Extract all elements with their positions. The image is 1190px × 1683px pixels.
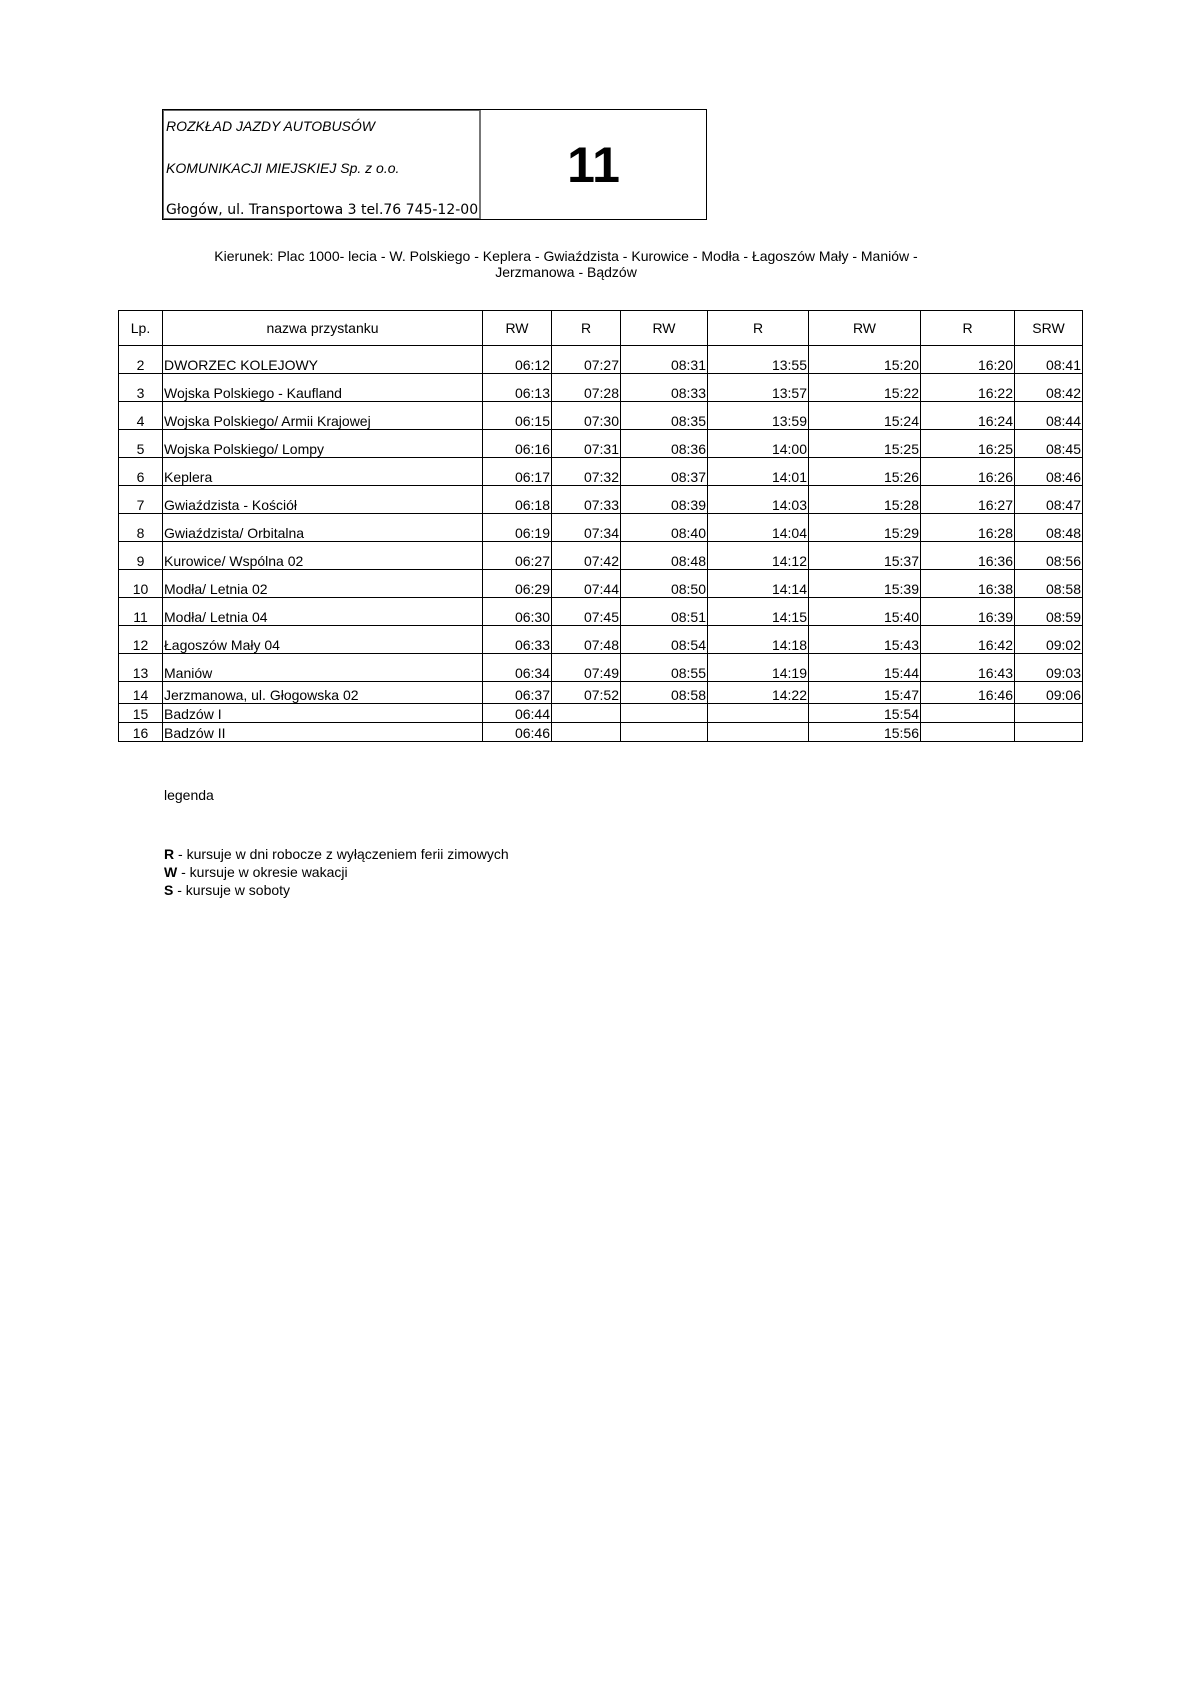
company-address: Głogów, ul. Transportowa 3 tel.76 745-12-00 [166, 202, 479, 218]
stop-name: Maniów [163, 654, 483, 682]
table-row [119, 514, 1083, 542]
stop-number: 3 [119, 374, 163, 402]
column-header: RW [621, 311, 708, 346]
departure-time: 14:01 [708, 458, 809, 486]
stop-name: Badzów I [163, 704, 483, 723]
stop-number: 6 [119, 458, 163, 486]
stop-number: 13 [119, 654, 163, 682]
table-row [119, 654, 1083, 682]
stop-name: Badzów II [163, 723, 483, 742]
departure-time: 16:24 [921, 402, 1015, 430]
departure-time: 08:58 [1015, 570, 1083, 598]
legend-item [164, 881, 509, 899]
departure-time: 16:28 [921, 514, 1015, 542]
stop-number: 16 [119, 723, 163, 742]
direction-line-1: Kierunek: Plac 1000- lecia - W. Polskiego - Keplera - Gwiaździsta - Kurowice - Modła - Łagoszów Mały - Maniów - [214, 248, 918, 264]
departure-time: 16:39 [921, 598, 1015, 626]
route-direction [150, 248, 982, 280]
departure-time: 07:31 [552, 430, 621, 458]
departure-time: 08:59 [1015, 598, 1083, 626]
departure-time: 14:19 [708, 654, 809, 682]
column-header: R [552, 311, 621, 346]
departure-time: 08:42 [1015, 374, 1083, 402]
departure-time [621, 723, 708, 742]
departure-time: 08:33 [621, 374, 708, 402]
departure-time: 06:16 [483, 430, 552, 458]
company-line-2: KOMUNIKACJI MIEJSKIEJ Sp. z o.o. [166, 160, 400, 176]
departure-time: 06:34 [483, 654, 552, 682]
table-row [119, 486, 1083, 514]
departure-time: 07:49 [552, 654, 621, 682]
legend-code: R [164, 846, 175, 862]
legend-text: - kursuje w soboty [173, 882, 291, 898]
timetable-header-row [119, 311, 1083, 346]
departure-time: 14:18 [708, 626, 809, 654]
departure-time: 13:55 [708, 346, 809, 374]
legend-item [164, 845, 509, 863]
departure-time: 16:36 [921, 542, 1015, 570]
legend-code: W [164, 864, 178, 880]
column-header: Lp. [119, 311, 163, 346]
departure-time: 07:33 [552, 486, 621, 514]
legend-code: S [164, 882, 174, 898]
departure-time: 06:18 [483, 486, 552, 514]
stop-number: 10 [119, 570, 163, 598]
departure-time: 07:52 [552, 682, 621, 704]
table-row [119, 626, 1083, 654]
departure-time: 15:22 [809, 374, 921, 402]
stop-name: Jerzmanowa, ul. Głogowska 02 [163, 682, 483, 704]
departure-time: 08:44 [1015, 402, 1083, 430]
column-header: nazwa przystanku [163, 311, 483, 346]
departure-time: 08:56 [1015, 542, 1083, 570]
departure-time [708, 704, 809, 723]
departure-time [921, 704, 1015, 723]
departure-time: 06:15 [483, 402, 552, 430]
stop-name: Wojska Polskiego/ Lompy [163, 430, 483, 458]
departure-time: 06:30 [483, 598, 552, 626]
departure-time: 08:41 [1015, 346, 1083, 374]
departure-time: 07:44 [552, 570, 621, 598]
departure-time: 08:48 [1015, 514, 1083, 542]
stop-number: 2 [119, 346, 163, 374]
departure-time: 14:15 [708, 598, 809, 626]
line-number: 11 [567, 136, 620, 193]
stop-number: 15 [119, 704, 163, 723]
departure-time: 15:54 [809, 704, 921, 723]
departure-time: 06:33 [483, 626, 552, 654]
column-header: R [921, 311, 1015, 346]
departure-time: 15:40 [809, 598, 921, 626]
departure-time: 08:46 [1015, 458, 1083, 486]
departure-time: 16:42 [921, 626, 1015, 654]
departure-time [552, 723, 621, 742]
table-row [119, 598, 1083, 626]
departure-time [708, 723, 809, 742]
departure-time [552, 704, 621, 723]
timetable-header [162, 109, 707, 220]
departure-time: 16:38 [921, 570, 1015, 598]
departure-time: 15:56 [809, 723, 921, 742]
departure-time: 16:25 [921, 430, 1015, 458]
departure-time: 16:43 [921, 654, 1015, 682]
departure-time [1015, 723, 1083, 742]
departure-time: 15:26 [809, 458, 921, 486]
departure-time: 07:45 [552, 598, 621, 626]
departure-time: 14:04 [708, 514, 809, 542]
column-header: SRW [1015, 311, 1083, 346]
table-row [119, 723, 1083, 742]
departure-time: 08:36 [621, 430, 708, 458]
departure-time: 15:43 [809, 626, 921, 654]
departure-time: 07:30 [552, 402, 621, 430]
departure-time: 08:31 [621, 346, 708, 374]
departure-time: 14:12 [708, 542, 809, 570]
stop-name: Modła/ Letnia 02 [163, 570, 483, 598]
departure-time: 08:58 [621, 682, 708, 704]
departure-time: 07:48 [552, 626, 621, 654]
stop-number: 5 [119, 430, 163, 458]
departure-time [921, 723, 1015, 742]
departure-time: 06:29 [483, 570, 552, 598]
legend-item [164, 863, 509, 881]
legend-text: - kursuje w dni robocze z wyłączeniem ferii zimowych [174, 846, 509, 862]
departure-time: 07:34 [552, 514, 621, 542]
table-row [119, 374, 1083, 402]
stop-name: Gwiaździsta/ Orbitalna [163, 514, 483, 542]
departure-time: 16:20 [921, 346, 1015, 374]
departure-time: 09:06 [1015, 682, 1083, 704]
table-row [119, 402, 1083, 430]
departure-time: 13:57 [708, 374, 809, 402]
departure-time: 16:22 [921, 374, 1015, 402]
column-header: R [708, 311, 809, 346]
departure-time: 08:45 [1015, 430, 1083, 458]
departure-time: 08:47 [1015, 486, 1083, 514]
departure-time: 06:44 [483, 704, 552, 723]
departure-time: 15:24 [809, 402, 921, 430]
column-header: RW [483, 311, 552, 346]
departure-time: 14:03 [708, 486, 809, 514]
departure-time: 13:59 [708, 402, 809, 430]
departure-time: 06:27 [483, 542, 552, 570]
departure-time: 08:51 [621, 598, 708, 626]
table-row [119, 430, 1083, 458]
stop-number: 8 [119, 514, 163, 542]
legend [164, 845, 509, 899]
departure-time: 15:47 [809, 682, 921, 704]
stop-number: 12 [119, 626, 163, 654]
stop-number: 9 [119, 542, 163, 570]
departure-time: 08:55 [621, 654, 708, 682]
table-row [119, 542, 1083, 570]
departure-time: 15:20 [809, 346, 921, 374]
table-row [119, 704, 1083, 723]
stop-number: 14 [119, 682, 163, 704]
departure-time: 08:40 [621, 514, 708, 542]
departure-time: 15:37 [809, 542, 921, 570]
table-row [119, 346, 1083, 374]
departure-time: 15:39 [809, 570, 921, 598]
departure-time: 14:22 [708, 682, 809, 704]
company-info [163, 110, 481, 219]
departure-time: 07:42 [552, 542, 621, 570]
departure-time: 08:35 [621, 402, 708, 430]
departure-time: 09:02 [1015, 626, 1083, 654]
legend-title: legenda [164, 787, 214, 803]
stop-name: Wojska Polskiego - Kaufland [163, 374, 483, 402]
departure-time: 15:29 [809, 514, 921, 542]
departure-time: 06:13 [483, 374, 552, 402]
company-line-1: ROZKŁAD JAZDY AUTOBUSÓW [166, 118, 375, 134]
column-header: RW [809, 311, 921, 346]
stop-number: 7 [119, 486, 163, 514]
stop-name: Gwiaździsta - Kościół [163, 486, 483, 514]
departure-time: 08:50 [621, 570, 708, 598]
stop-name: Modła/ Letnia 04 [163, 598, 483, 626]
departure-time: 08:39 [621, 486, 708, 514]
stop-name: Keplera [163, 458, 483, 486]
departure-time: 08:54 [621, 626, 708, 654]
departure-time: 06:19 [483, 514, 552, 542]
departure-time: 15:25 [809, 430, 921, 458]
departure-time: 09:03 [1015, 654, 1083, 682]
stop-number: 4 [119, 402, 163, 430]
departure-time: 14:14 [708, 570, 809, 598]
departure-time: 07:28 [552, 374, 621, 402]
stop-name: Kurowice/ Wspólna 02 [163, 542, 483, 570]
departure-time: 14:00 [708, 430, 809, 458]
departure-time: 06:46 [483, 723, 552, 742]
departure-time: 08:48 [621, 542, 708, 570]
stop-name: Wojska Polskiego/ Armii Krajowej [163, 402, 483, 430]
departure-time: 06:12 [483, 346, 552, 374]
departure-time: 08:37 [621, 458, 708, 486]
departure-time: 16:46 [921, 682, 1015, 704]
stop-name: Łagoszów Mały 04 [163, 626, 483, 654]
stop-number: 11 [119, 598, 163, 626]
table-row [119, 458, 1083, 486]
direction-line-2: Jerzmanowa - Bądzów [495, 264, 637, 280]
table-row [119, 570, 1083, 598]
departure-time [621, 704, 708, 723]
departure-time: 06:17 [483, 458, 552, 486]
stop-name: DWORZEC KOLEJOWY [163, 346, 483, 374]
departure-time: 07:32 [552, 458, 621, 486]
departure-time: 16:27 [921, 486, 1015, 514]
table-row [119, 682, 1083, 704]
departure-time: 07:27 [552, 346, 621, 374]
departure-time [1015, 704, 1083, 723]
departure-time: 16:26 [921, 458, 1015, 486]
legend-text: - kursuje w okresie wakacji [177, 864, 348, 880]
departure-time: 15:28 [809, 486, 921, 514]
departure-time: 15:44 [809, 654, 921, 682]
departure-time: 06:37 [483, 682, 552, 704]
timetable [118, 310, 1083, 742]
